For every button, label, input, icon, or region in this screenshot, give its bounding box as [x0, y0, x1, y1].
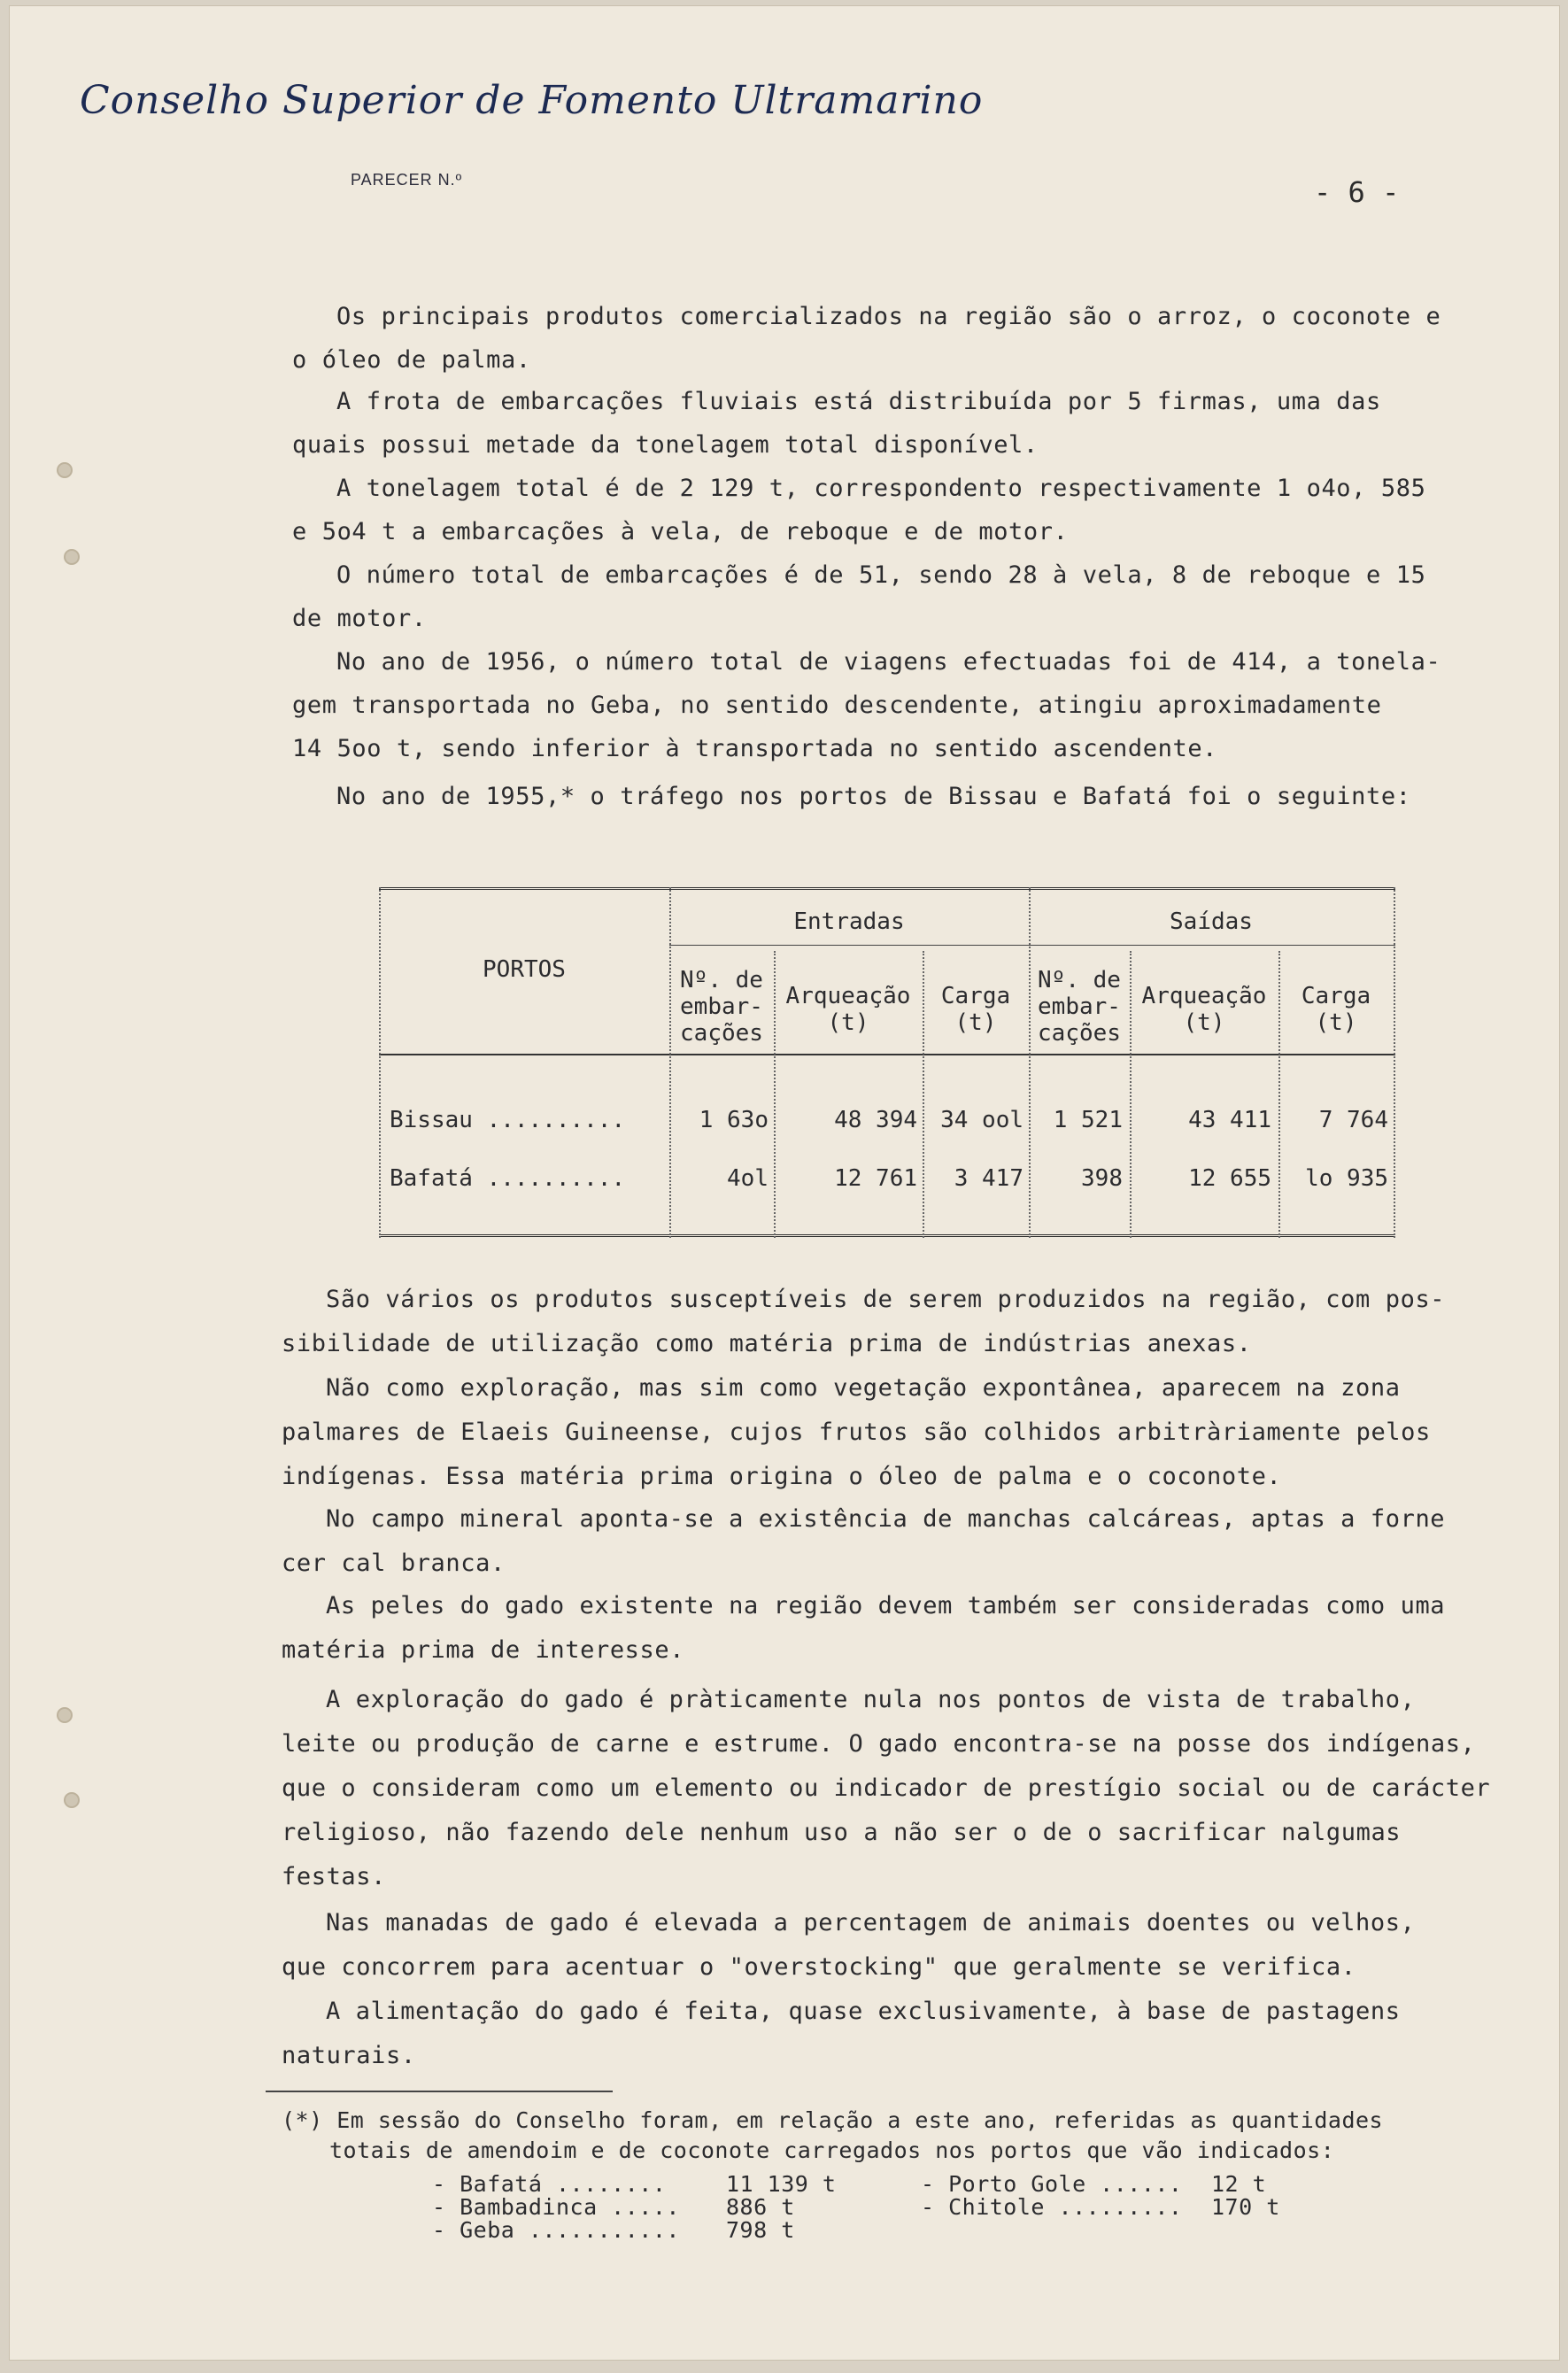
- punch-hole: [66, 1794, 78, 1806]
- footnote-item-label: - Bambadinca .....: [432, 2194, 680, 2220]
- paragraph-line: A frota de embarcações fluviais está distribuída por 5 firmas, uma das: [336, 388, 1381, 415]
- table-cell: 12 655: [1188, 1165, 1271, 1192]
- paragraph-line: Os principais produtos comercializados na região são o arroz, o coconote e: [336, 303, 1441, 330]
- paragraph-line: e 5o4 t a embarcações à vela, de reboque e de motor.: [292, 518, 1069, 545]
- table-cell: 4ol: [727, 1165, 769, 1192]
- paragraph-line: que concorrem para acentuar o "overstocking" que geralmente se verifica.: [282, 1953, 1356, 1981]
- table-cell: 1 521: [1053, 1107, 1123, 1133]
- col-group-saidas: Saídas: [1170, 908, 1253, 935]
- paragraph-line: No ano de 1955,* o tráfego nos portos de Bissau e Bafatá foi o seguinte:: [336, 783, 1411, 810]
- footnote-line: (*) Em sessão do Conselho foram, em relação a este ano, referidas as quantidades: [282, 2107, 1384, 2133]
- footnote-line: totais de amendoim e de coconote carregados nos portos que vão indicados:: [329, 2137, 1335, 2163]
- sub-header-n-embarcacoes-entradas: Nº. de embar- cações: [680, 967, 763, 1047]
- page-number: - 6 -: [1314, 175, 1400, 209]
- paragraph-line: cer cal branca.: [282, 1550, 506, 1577]
- sub-header-carga-saidas: Carga (t): [1301, 983, 1371, 1036]
- punch-hole: [58, 1709, 71, 1721]
- footnote-item-label: - Bafatá ........: [432, 2171, 667, 2197]
- paragraph-line: Não como exploração, mas sim como vegetação expontânea, aparecem na zona: [326, 1374, 1401, 1402]
- port-traffic-table: [379, 887, 1395, 1241]
- paragraph-line: festas.: [282, 1863, 386, 1890]
- table-cell: 3 417: [954, 1165, 1023, 1192]
- paragraph-line: 14 5oo t, sendo inferior à transportada no sentido ascendente.: [292, 735, 1218, 762]
- footnote-item-value: 11 139 t: [726, 2171, 837, 2197]
- paragraph-line: religioso, não fazendo dele nenhum uso a não ser o de o sacrificar nalgumas: [282, 1819, 1402, 1846]
- paragraph-line: leite ou produção de carne e estrume. O gado encontra-se na posse dos indígenas,: [282, 1730, 1476, 1758]
- table-cell: 7 764: [1318, 1107, 1388, 1133]
- col-header-portos: PORTOS: [483, 956, 566, 983]
- paragraph-line: o óleo de palma.: [292, 346, 531, 374]
- paragraph-line: de motor.: [292, 605, 427, 632]
- paragraph-line: No ano de 1956, o número total de viagens efectuadas foi de 414, a tonela-: [336, 648, 1441, 676]
- sub-header-arqueacao-entradas: Arqueação (t): [785, 983, 911, 1036]
- paragraph-line: matéria prima de interesse.: [282, 1636, 685, 1664]
- footnote-item-value: 12 t: [1211, 2171, 1267, 2197]
- paragraph-line: palmares de Elaeis Guineense, cujos frutos são colhidos arbitràriamente pelos: [282, 1418, 1431, 1446]
- paragraph-line: Nas manadas de gado é elevada a percentagem de animais doentes ou velhos,: [326, 1909, 1416, 1936]
- col-group-entradas: Entradas: [793, 908, 905, 935]
- footnote-item-value: 886 t: [726, 2194, 795, 2220]
- table-cell: lo 935: [1305, 1165, 1388, 1192]
- footnote-item-label: - Porto Gole ......: [921, 2171, 1183, 2197]
- paragraph-line: indígenas. Essa matéria prima origina o óleo de palma e o coconote.: [282, 1463, 1282, 1490]
- paragraph-line: A tonelagem total é de 2 129 t, correspondento respectivamente 1 o4o, 585: [336, 475, 1426, 502]
- paragraph-line: A exploração do gado é pràticamente nula nos pontos de vista de trabalho,: [326, 1686, 1416, 1713]
- paragraph-line: sibilidade de utilização como matéria prima de indústrias anexas.: [282, 1330, 1252, 1357]
- footnote-item-label: - Geba ...........: [432, 2217, 680, 2243]
- table-cell: 398: [1081, 1165, 1123, 1192]
- paragraph-line: São vários os produtos susceptíveis de serem produzidos na região, com pos-: [326, 1286, 1446, 1313]
- punch-hole: [58, 464, 71, 476]
- footnote-item-value: 798 t: [726, 2217, 795, 2243]
- sub-header-carga-entradas: Carga (t): [940, 983, 1011, 1036]
- table-cell: 1 63o: [699, 1107, 769, 1133]
- table-cell: 34 ool: [940, 1107, 1023, 1133]
- table-cell: 43 411: [1188, 1107, 1271, 1133]
- footnote-rule: [266, 2091, 613, 2092]
- paragraph-line: No campo mineral aponta-se a existência de manchas calcáreas, aptas a forne: [326, 1505, 1446, 1533]
- row-port-bafata: Bafatá ..........: [390, 1165, 626, 1192]
- punch-hole: [66, 551, 78, 563]
- sub-header-n-embarcacoes-saidas: Nº. de embar- cações: [1038, 967, 1121, 1047]
- table-cell: 48 394: [834, 1107, 917, 1133]
- parecer-label: PARECER N.º: [351, 171, 463, 189]
- paragraph-line: O número total de embarcações é de 51, sendo 28 à vela, 8 de reboque e 15: [336, 561, 1426, 589]
- table-cell: 12 761: [834, 1165, 917, 1192]
- footnote-item-label: - Chitole .........: [921, 2194, 1183, 2220]
- paragraph-line: naturais.: [282, 2042, 416, 2069]
- paragraph-line: gem transportada no Geba, no sentido descendente, atingiu aproximadamente: [292, 692, 1382, 719]
- row-port-bissau: Bissau ..........: [390, 1107, 626, 1133]
- paragraph-line: que o consideram como um elemento ou indicador de prestígio social ou de carácter: [282, 1774, 1491, 1802]
- paragraph-line: As peles do gado existente na região devem também ser consideradas como uma: [326, 1592, 1446, 1619]
- paragraph-line: quais possui metade da tonelagem total disponível.: [292, 431, 1039, 459]
- letterhead: Conselho Superior de Fomento Ultramarino: [80, 78, 984, 123]
- footnote-item-value: 170 t: [1211, 2194, 1280, 2220]
- paragraph-line: A alimentação do gado é feita, quase exclusivamente, à base de pastagens: [326, 1998, 1401, 2025]
- sub-header-arqueacao-saidas: Arqueação (t): [1141, 983, 1267, 1036]
